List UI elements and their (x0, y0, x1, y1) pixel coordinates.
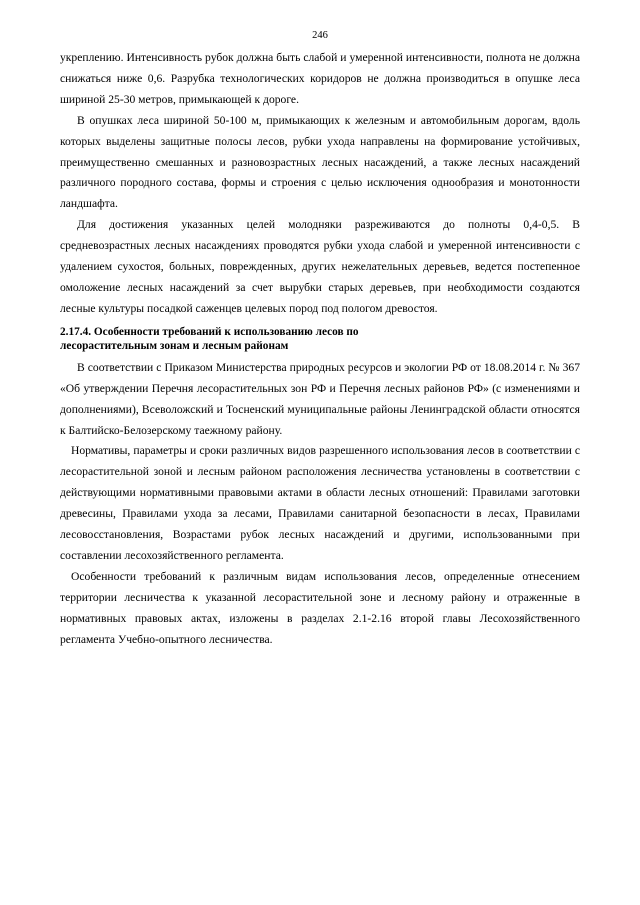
paragraph: Нормативы, параметры и сроки различных видов разрешенного использования лесов в соответствии с лесорастительной зоной и лесным районом расположения лесничества установлены в соответствии с действующими нормативными правовыми актами в области лесных отношений: Правилами заготовки древесины, Правилами ухода за лесами, Правилами санитарной безопасности в лесах, Правилами лесовосстановления, Возрастами рубок лесных насаждений и другими, использованными при составлении лесохозяйственного регламента. (60, 444, 580, 562)
document-body (60, 48, 580, 650)
paragraph: Для достижения указанных целей молодняки разреживаются до полноты 0,4-0,5. В средневозрастных лесных насаждениях проводятся рубки ухода слабой и умеренной интенсивности с удалением сухостоя, больных, поврежденных, других нежелательных деревьев, ведется постепенное омоложение лесных насаждений за счет вырубки старых деревьев, при необходимости создаются лесные культуры посадкой саженцев целевых пород под пологом древостоя. (60, 218, 580, 315)
paragraph: укреплению. Интенсивность рубок должна быть слабой и умеренной интенсивности, полнота не должна снижаться ниже 0,6. Разрубка технологических коридоров не должна производиться в опушке леса шириной 25-30 метров, примыкающей к дороге. (60, 51, 580, 106)
page-number: 246 (312, 30, 328, 41)
section-heading (60, 325, 580, 353)
paragraph: В опушках леса шириной 50-100 м, примыкающих к железным и автомобильным дорогам, вдоль которых выделены защитные полосы лесов, рубки ухода направлены на формирование устойчивых, преимущественно смешанных и разновозрастных лесных насаждений, а также лесных насаждений различного породного состава, формы и строения с целью исключения однообразия и монотонности ландшафта. (60, 113, 580, 211)
section-heading-line-1: 2.17.4. Особенности требований к использованию лесов по (60, 325, 359, 338)
section-heading-line-2: лесорастительным зонам и лесным районам (60, 339, 289, 352)
paragraph: Особенности требований к различным видам использования лесов, определенные отнесением территории лесничества к указанной лесорастительной зоне и лесному району и отраженные в нормативных правовых актах, изложены в разделах 2.1-2.16 второй главы Лесохозяйственного регламента Учебно-опытного лесничества. (60, 569, 580, 646)
paragraph: В соответствии с Приказом Министерства природных ресурсов и экологии РФ от 18.08.2014 г. № 367 «Об утверждении Перечня лесорастительных зон РФ и Перечня лесных районов РФ» (с изменениями и дополнениями), Всеволожский и Тосненский муниципальные районы Ленинградской области относятся к Балтийско-Белозерскому таежному району. (60, 360, 580, 437)
